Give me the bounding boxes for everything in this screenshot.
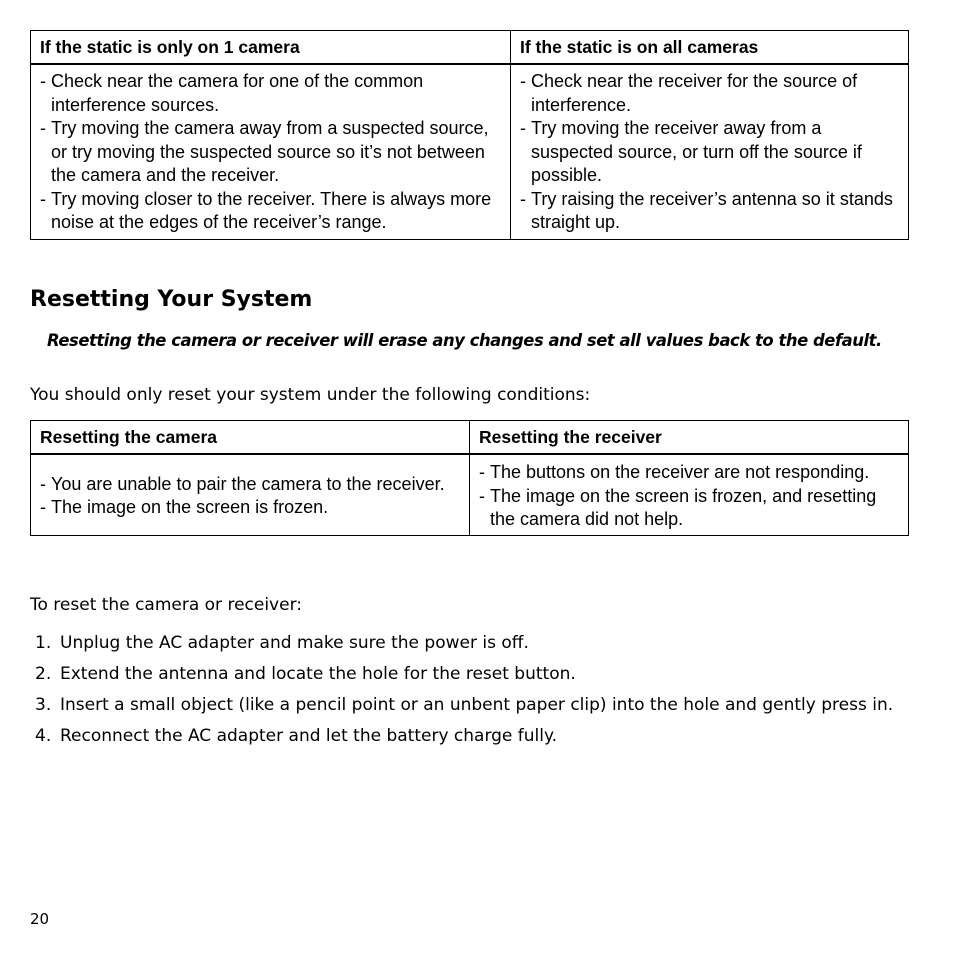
step-number: 1. xyxy=(35,633,52,653)
list-item: - The image on the screen is frozen. xyxy=(40,496,460,520)
conditions-intro: You should only reset your system under the following conditions: xyxy=(30,385,591,405)
all-cameras-tips-cell xyxy=(511,64,909,239)
header-static-all-cameras: If the static is on all cameras xyxy=(511,31,909,65)
list-item: - You are unable to pair the camera to the receiver. xyxy=(40,473,460,497)
table-row xyxy=(31,64,909,239)
step-text: Reconnect the AC adapter and let the battery charge fully. xyxy=(60,726,558,746)
header-static-one-camera: If the static is only on 1 camera xyxy=(31,31,511,65)
list-item: - Check near the camera for one of the common interference sources. xyxy=(40,70,501,117)
section-heading: Resetting Your System xyxy=(30,287,313,312)
step-number: 2. xyxy=(35,664,52,684)
table-row xyxy=(31,454,909,535)
camera-conditions-cell xyxy=(31,454,470,535)
list-item: - Try raising the receiver’s antenna so it stands straight up. xyxy=(520,188,899,235)
receiver-conditions-cell xyxy=(470,454,909,535)
step-text: Insert a small object (like a pencil point or an unbent paper clip) into the hole and gently press in. xyxy=(60,695,894,715)
list-item: - Try moving closer to the receiver. There is always more noise at the edges of the receiver’s range. xyxy=(40,188,501,235)
list-item: - Check near the receiver for the source of interference. xyxy=(520,70,899,117)
step-number: 3. xyxy=(35,695,52,715)
list-item: - The buttons on the receiver are not responding. xyxy=(479,461,899,485)
header-resetting-receiver: Resetting the receiver xyxy=(470,421,909,455)
header-resetting-camera: Resetting the camera xyxy=(31,421,470,455)
step-item xyxy=(30,724,900,749)
step-text: Extend the antenna and locate the hole for the reset button. xyxy=(60,664,576,684)
reset-conditions-table xyxy=(30,420,909,536)
step-item xyxy=(30,693,900,718)
step-item xyxy=(30,631,900,656)
step-text: Unplug the AC adapter and make sure the power is off. xyxy=(60,633,529,653)
reset-steps-list xyxy=(30,631,900,755)
table-header-row xyxy=(31,31,909,65)
static-troubleshooting-table xyxy=(30,30,909,240)
list-item: - Try moving the camera away from a suspected source, or try moving the suspected source so it’s not between the camera and the receiver. xyxy=(40,117,501,188)
table-header-row xyxy=(31,421,909,455)
list-item: - Try moving the receiver away from a suspected source, or turn off the source if possible. xyxy=(520,117,899,188)
reset-warning: Resetting the camera or receiver will erase any changes and set all values back to the default. xyxy=(47,331,882,350)
step-item xyxy=(30,662,900,687)
step-number: 4. xyxy=(35,726,52,746)
one-camera-tips-cell xyxy=(31,64,511,239)
reset-steps-intro: To reset the camera or receiver: xyxy=(30,595,302,615)
list-item: - The image on the screen is frozen, and resetting the camera did not help. xyxy=(479,485,899,532)
page-number: 20 xyxy=(30,910,50,928)
